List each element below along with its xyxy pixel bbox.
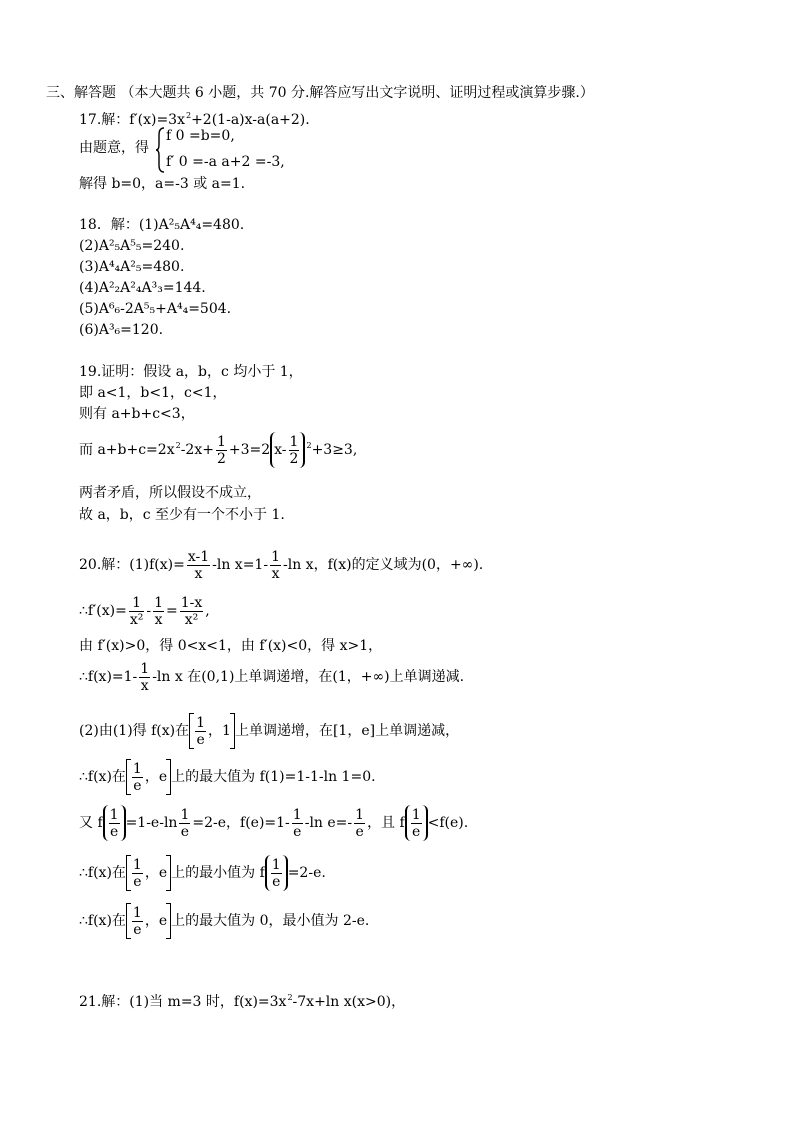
p19-line4-equation: 而 $a+b+c=2x^2-2x+$ $\frac{1}{2}$ +3=2 x- $\frac{1}{2}$ $^2$+3≥3, [79, 433, 358, 467]
paren-group: x- $\frac{1}{2}$ [270, 432, 305, 468]
p17-line1: 17.解：$f'(x)=3x^2+2(1-a)x-a(a+2)$. [79, 111, 310, 128]
p19-line1: 19.证明：假设 a，b，c 均小于 1， [79, 364, 303, 380]
p17-system-eq1: f 0 =b=0, [166, 128, 235, 144]
p19-line6: 故 a，b，c 至少有一个不小于 1. [79, 507, 285, 523]
left-brace-icon [155, 127, 165, 173]
p19-line3: 则有 a+b+c<3， [79, 406, 195, 422]
p20-line6: ∴f(x)在 $\frac{1}{e}$ ，e 上的最大值为 f(1)=1-1-ln 1=0. [79, 760, 376, 794]
section-header: 三、解答题 （本大题共 6 小题，共 70 分.解答应写出文字说明、证明过程或演算步骤.） [46, 85, 594, 101]
p18-line1: 18．解：(1)A²₅A⁴₄=480. [79, 217, 245, 233]
p19-line2: 即 a<1，b<1，c<1， [79, 385, 227, 401]
p20-line1: 20.解：(1)f(x)= $\frac{x-1}{x}$ -ln x=1- $\frac{1}{x}$ -ln x，f(x)的定义域为(0，+∞). [79, 548, 484, 582]
p20-line3: 由 f′(x)>0，得 0<x<1，由 f′(x)<0，得 x>1， [79, 638, 383, 654]
p18-line6: (6)A³₆=120. [79, 322, 164, 338]
fraction: $\frac{1}{2}$ [216, 433, 226, 467]
p17-cond-prefix: 由题意，得 [79, 140, 149, 156]
p18-line5: (5)A⁶₆-2A⁵₅+A⁴₄=504. [79, 301, 232, 317]
p19-line5: 两者矛盾，所以假设不成立， [79, 485, 261, 501]
p20-line2: ∴f′(x)= $\frac{1}{\text{x²}}$ - $\frac{1}{x}$ = $\frac{1-x}{\text{x²}}$ , [79, 594, 210, 628]
p21-line1: 21.解：(1)当 m=3 时，$f(x)=3x^2-7x+\ln$ x(x>0)， [79, 993, 406, 1010]
p20-line8: ∴f(x)在 $\frac{1}{e}$ ，e 上的最小值为 f $\frac{1}{e}$ =2-e. [79, 856, 326, 890]
p20-line4: ∴f(x)=1- $\frac{1}{x}$ -ln x 在(0,1)上单调递增，在(1，+∞)上单调递减. [79, 660, 465, 694]
p18-line2: (2)A²₅A⁵₅=240. [79, 238, 185, 254]
p17-system-eq2: f′ 0 =-a a+2 =-3, [166, 154, 285, 170]
p17-result: 解得 b=0，a=-3 或 a=1. [79, 176, 246, 192]
p18-line4: (4)A²₂A²₄A³₃=144. [79, 280, 206, 296]
p20-line9: ∴f(x)在 $\frac{1}{e}$ ，e 上的最大值为 0，最小值为 2-e. [79, 904, 370, 938]
p20-line7: 又 f $\frac{1}{e}$ =1-e-ln $\frac{1}{e}$ =2-e，f(e)=1- $\frac{1}{e}$ -ln e=- $\frac{1}{e}$ ，且 f $\frac{1}{e}$ <f(e). [79, 806, 469, 840]
p18-line3: (3)A⁴₄A²₅=480. [79, 259, 185, 275]
p20-line5: (2)由(1)得 f(x)在 $\frac{1}{e}$ ，1 上单调递增，在[1，e]上单调递减， [79, 714, 460, 748]
